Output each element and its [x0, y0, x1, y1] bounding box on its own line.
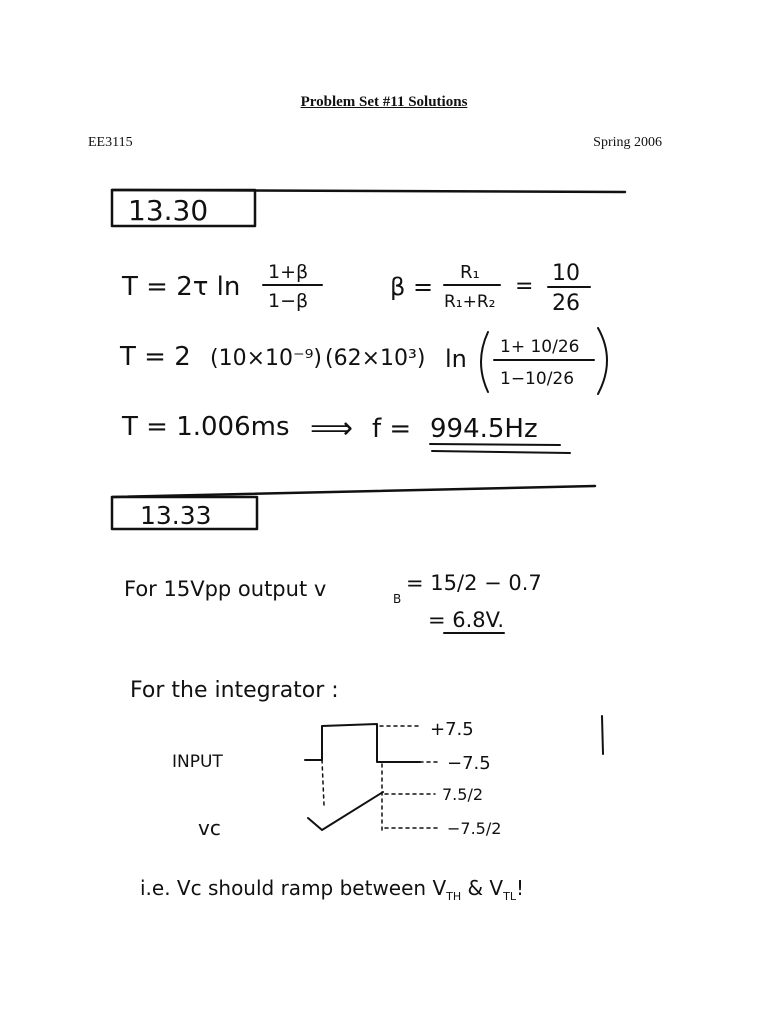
level-label-1: +7.5: [430, 719, 474, 740]
waveform-sketch: [172, 716, 603, 840]
eq3-paren-close: [598, 328, 607, 394]
eq2-frac-den: R₁+R₂: [444, 292, 496, 312]
eq2-lhs: β =: [390, 273, 434, 301]
eq3-frac-num: 1+ 10/26: [500, 337, 580, 357]
eq2-val-num: 10: [552, 261, 580, 286]
eq2-equals: =: [515, 274, 534, 299]
eq4-arrow: ⟹: [310, 411, 354, 446]
eq3-frac-den: 1−10/26: [500, 369, 575, 389]
result-underline-2: [432, 451, 570, 453]
conclusion-mid: & V: [461, 876, 504, 900]
line1-pre: For 15Vpp output v: [124, 577, 327, 601]
term: Spring 2006: [593, 135, 662, 150]
eq4-result: 994.5Hz: [430, 414, 538, 444]
line1-eq: = 15/2 − 0.7: [406, 571, 542, 595]
level-label-4: −7.5/2: [447, 819, 502, 838]
stray-mark: [602, 716, 603, 754]
input-label: INPUT: [172, 752, 223, 772]
line3: For the integrator :: [130, 678, 339, 703]
eq4-lhs: T = 1.006ms: [122, 412, 290, 442]
guide-line-1: [322, 760, 324, 805]
eq1-frac-den: 1−β: [268, 290, 309, 312]
input-square-wave: [305, 724, 420, 762]
problem-label: 13.30: [128, 194, 209, 227]
level-label-2: −7.5: [447, 753, 491, 774]
eq3-factor2: (62×10³): [325, 346, 426, 371]
conclusion-text: i.e. Vc should ramp between V: [140, 876, 447, 900]
eq3-factor1: (10×10⁻⁹): [210, 346, 323, 371]
vc-label: vc: [198, 816, 221, 840]
section-rule: [112, 486, 595, 497]
eq1-frac-num: 1+β: [268, 261, 309, 283]
eq3-lhs: T = 2: [120, 342, 191, 372]
level-label-3: 7.5/2: [442, 785, 484, 804]
conclusion-sub-th: TH: [446, 890, 462, 903]
vc-triangle-wave: [308, 792, 383, 830]
problem-label: 13.33: [140, 501, 212, 530]
course-code: EE3115: [88, 135, 133, 150]
eq2-frac-num: R₁: [460, 262, 480, 283]
line2: = 6.8V.: [428, 608, 505, 632]
eq1-lhs: T = 2τ ln: [122, 272, 241, 302]
problem-13-30: [112, 190, 625, 453]
conclusion: [140, 876, 524, 903]
eq4-f: f =: [372, 414, 412, 444]
section-rule: [112, 190, 625, 192]
problem-13-33: [112, 486, 603, 903]
page-title: Problem Set #11 Solutions: [300, 94, 468, 110]
conclusion-sub-tl: TL: [503, 890, 516, 903]
eq3-ln: ln: [445, 345, 467, 373]
conclusion-end: !: [515, 876, 525, 900]
eq2-val-den: 26: [552, 291, 580, 316]
line1-sub: B: [393, 592, 402, 606]
result-underline-1: [430, 444, 560, 445]
eq3-paren-open: [481, 332, 488, 392]
